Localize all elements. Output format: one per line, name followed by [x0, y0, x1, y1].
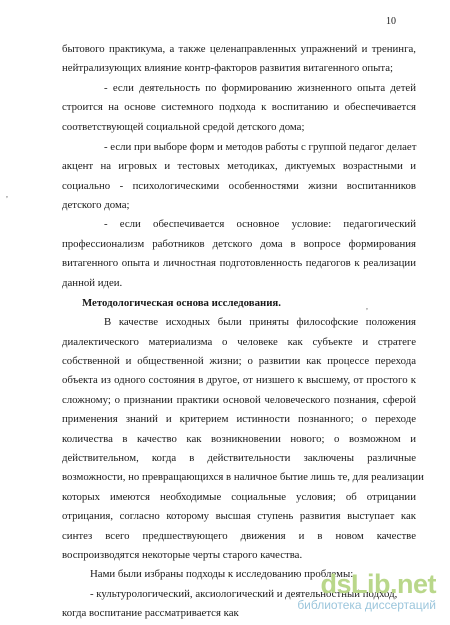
- list-item: - если при выборе форм и методов работы с группой педагог делает: [104, 140, 417, 153]
- text-line: соответствующей социальной средой детского дома;: [62, 120, 305, 133]
- text-line: синтез всего предшествующего движения и в новом качестве: [62, 529, 416, 542]
- watermark: [236, 569, 436, 613]
- text-line: собственной и общественной жизни; о развитии как процессе перехода: [62, 355, 416, 367]
- text-line: строится на основе системного подхода к воспитанию и обеспечивается: [62, 101, 416, 114]
- text-line: отрицания, согласно которому высшая ступень развития выступает как: [62, 510, 416, 523]
- text-line: детского дома;: [62, 199, 130, 211]
- margin-mark: ,: [366, 302, 368, 311]
- text-line: воспроизводятся некоторые черты старого качества.: [62, 548, 303, 561]
- text-line: применения знаний и критерием истинности познанного; о переходе: [62, 413, 416, 426]
- watermark-logo: dsLib.net: [320, 569, 436, 599]
- text-line: действительном, когда в действительности заключены различные: [62, 451, 416, 464]
- text-line: когда воспитание рассматривается как: [62, 607, 239, 619]
- text-line: Нами были избраны подходы к исследованию проблемы:: [90, 568, 354, 581]
- text-line: данной идеи.: [62, 276, 123, 289]
- section-heading: Методологическая основа исследования.: [82, 296, 281, 309]
- text-line: социально - психологическими особенностями жизни воспитанников: [62, 179, 416, 192]
- text-line: нейтрализующих влияние контр-факторов развития витагенного опыта;: [62, 62, 394, 75]
- page-number: 10: [386, 16, 396, 27]
- text-line: сложному; о признании практики основой человеческого познания, сферой: [62, 393, 416, 406]
- list-item: - если деятельность по формированию жизненного опыта детей: [104, 81, 416, 94]
- text-line: витагенного опыта и личностная подготовленность педагогов к реализации: [62, 257, 416, 270]
- paragraph-first-line: В качестве исходных были приняты философские положения: [104, 316, 416, 329]
- list-item: - культурологический, аксиологический и деятельностный подход,: [90, 587, 398, 600]
- text-line: которых имеются необходимые социальные условия; об отрицании: [62, 490, 416, 503]
- text-line: диалектического материализма о человеке как субъекте и стратеге: [62, 335, 416, 348]
- text-line: возможности, но превращающихся в наличное бытие лишь те, для реализации: [62, 471, 424, 484]
- text-line: количества в качество как возникновении нового; о возможном и: [62, 432, 416, 445]
- margin-mark: ,: [6, 190, 8, 199]
- list-item: - если обеспечивается основное условие: педагогический: [104, 218, 416, 231]
- text-line: объекта из одного состояния в другое, от низшего к высшему, от простого к: [62, 374, 416, 387]
- text-line: бытового практикума, а также целенаправленных упражнений и тренинга,: [62, 43, 416, 55]
- text-line: акцент на игровых и тестовых методиках, диктуемых возрастными и: [62, 160, 416, 173]
- watermark-subtitle: библиотека диссертаций: [297, 598, 436, 612]
- text-line: профессионализм работников детского дома в вопросе формирования: [62, 237, 416, 250]
